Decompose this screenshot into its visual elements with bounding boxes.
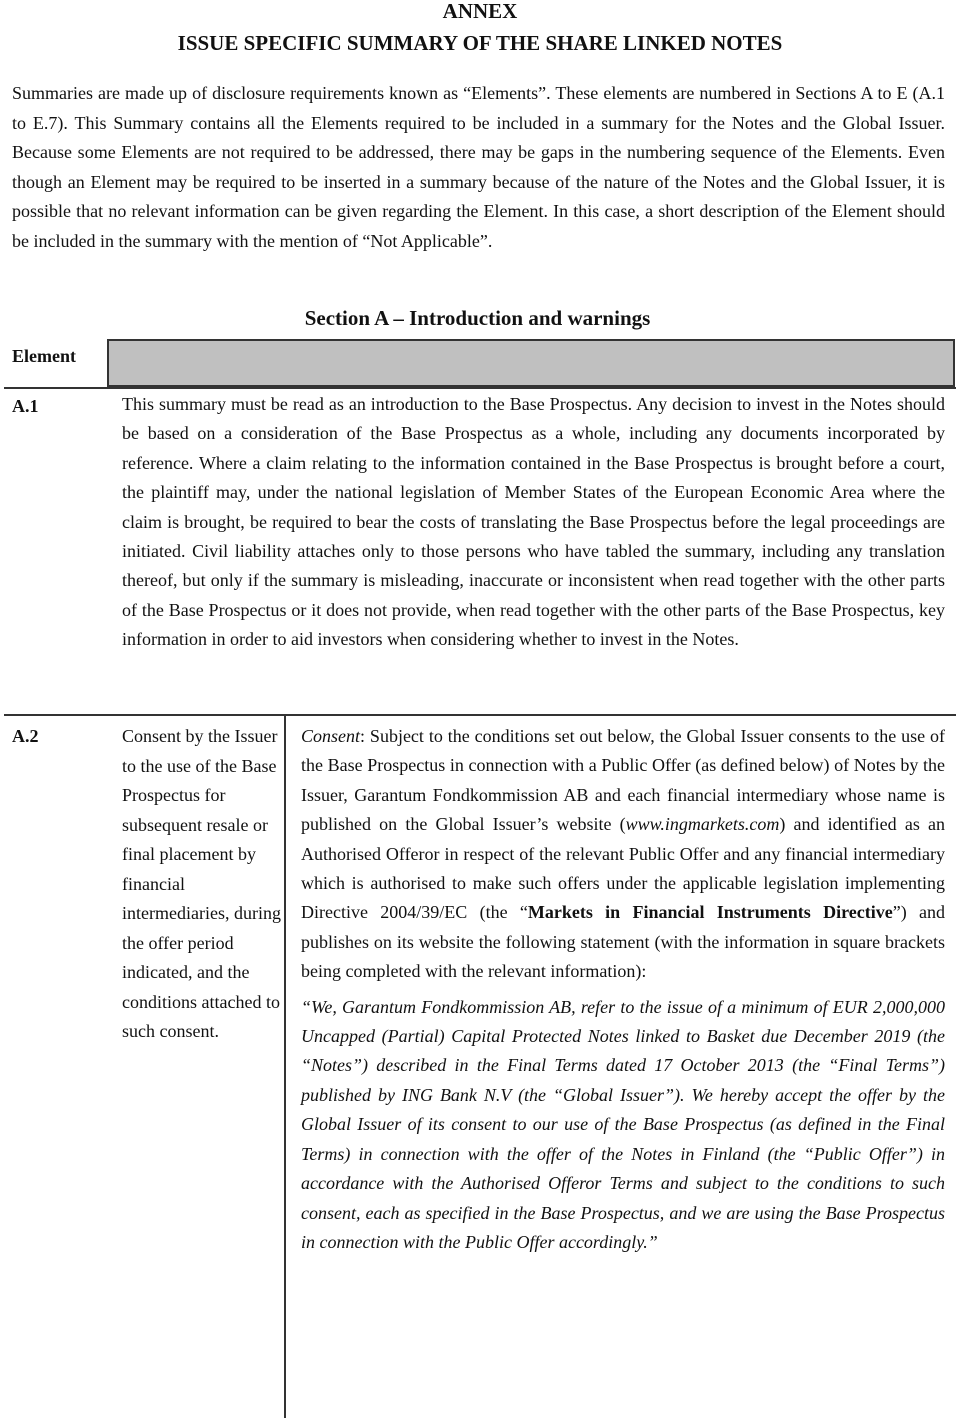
document-title: ISSUE SPECIFIC SUMMARY OF THE SHARE LINKED NOTES bbox=[177, 31, 783, 55]
row-divider bbox=[4, 714, 956, 716]
section-header-box bbox=[107, 339, 955, 387]
consent-text-2: ) and identified as an Authorised Offeror in respect of the relevant Public Offer and any financial intermediary which is authorised to make such offers under the applicable legislation implementing Directive 2004/39/EC (the “ bbox=[301, 814, 945, 923]
element-a2-consent bbox=[301, 722, 945, 1257]
mifid-term: Markets in Financial Instruments Directive bbox=[527, 902, 893, 923]
consent-text-1: : Subject to the conditions set out below, the Global Issuer consents to the use of the Base Prospectus in connection with a Public Offer (as defined below) of Notes by the Issuer, Garantum Fondkommission AB and each financial intermediary whose name is published on the Global Issuer’s website ( bbox=[301, 726, 945, 835]
consent-label: Consent bbox=[301, 726, 361, 746]
offeror-statement-quote: “We, Garantum Fondkommission AB, refer to the issue of a minimum of EUR 2,000,000 Uncapped (Partial) Capital Protected Notes linked to Basket due December 2019 (the “Notes”) described in the Final Terms dated 17 October 2013 (the “Final Terms”) published by ING Bank N.V (the “Global Issuer”). We hereby accept the offer by the Global Issuer of its consent to our use of the Base Prospectus (as defined in the Final Terms) in connection with the offer of the Notes in Finland (the “Public Offer”) in accordance with the Authorised Offeror Terms and subject to the conditions to such consent, each as specified in the Base Prospectus, and we are using the Base Prospectus in connection with the Public Offer accordingly.” bbox=[301, 996, 945, 1252]
element-id-a1: A.1 bbox=[12, 396, 39, 416]
element-id-a2: A.2 bbox=[12, 726, 39, 746]
column-divider bbox=[284, 714, 286, 1418]
section-title: Section A – Introduction and warnings bbox=[304, 306, 651, 330]
element-column-header: Element bbox=[12, 346, 76, 366]
consent-text-3: ”) and publishes on its website the following statement (with the information in square brackets being completed with the relevant information): bbox=[301, 902, 945, 982]
website-text: www.ingmarkets.com bbox=[625, 814, 780, 835]
element-a1-text: This summary must be read as an introduction to the Base Prospectus. Any decision to invest in the Notes should be based on a consideration of the Base Prospectus as a whole, including any documents incorporated by reference. Where a claim relating to the information contained in the Base Prospectus is brought before a court, the plaintiff may, under the national legislation of Member States of the European Economic Area where the claim is brought, be required to bear the costs of translating the Base Prospectus before the legal proceedings are initiated. Civil liability attaches only to those persons who have tabled the summary, including any translation thereof, but only if the summary is misleading, inaccurate or inconsistent when read together with the other parts of the Base Prospectus or it does not provide, when read together with the other parts of the Base Prospectus, key information in order to aid investors when considering whether to invest in the Notes. bbox=[122, 394, 945, 650]
consent-paragraph bbox=[301, 722, 945, 987]
element-a2-heading: Consent by the Issuer to the use of the Base Prospectus for subsequent resale or final placement by financial intermediaries, during the offer period indicated, and the conditions attached to such consent. bbox=[122, 726, 281, 1041]
intro-paragraph: Summaries are made up of disclosure requirements known as “Elements”. These elements are numbered in Sections A to E (A.1 to E.7). This Summary contains all the Elements required to be included in a summary for the Notes and the Global Issuer. Because some Elements are not required to be addressed, there may be gaps in the numbering sequence of the Elements. Even though an Element may be required to be inserted in a summary because of the nature of the Notes and the Global Issuer, it is possible that no relevant information can be given regarding the Element. In this case, a short description of the Element should be included in the summary with the mention of “Not Applicable”. bbox=[12, 83, 945, 251]
row-divider bbox=[4, 387, 956, 389]
annex-heading: ANNEX bbox=[442, 0, 518, 23]
